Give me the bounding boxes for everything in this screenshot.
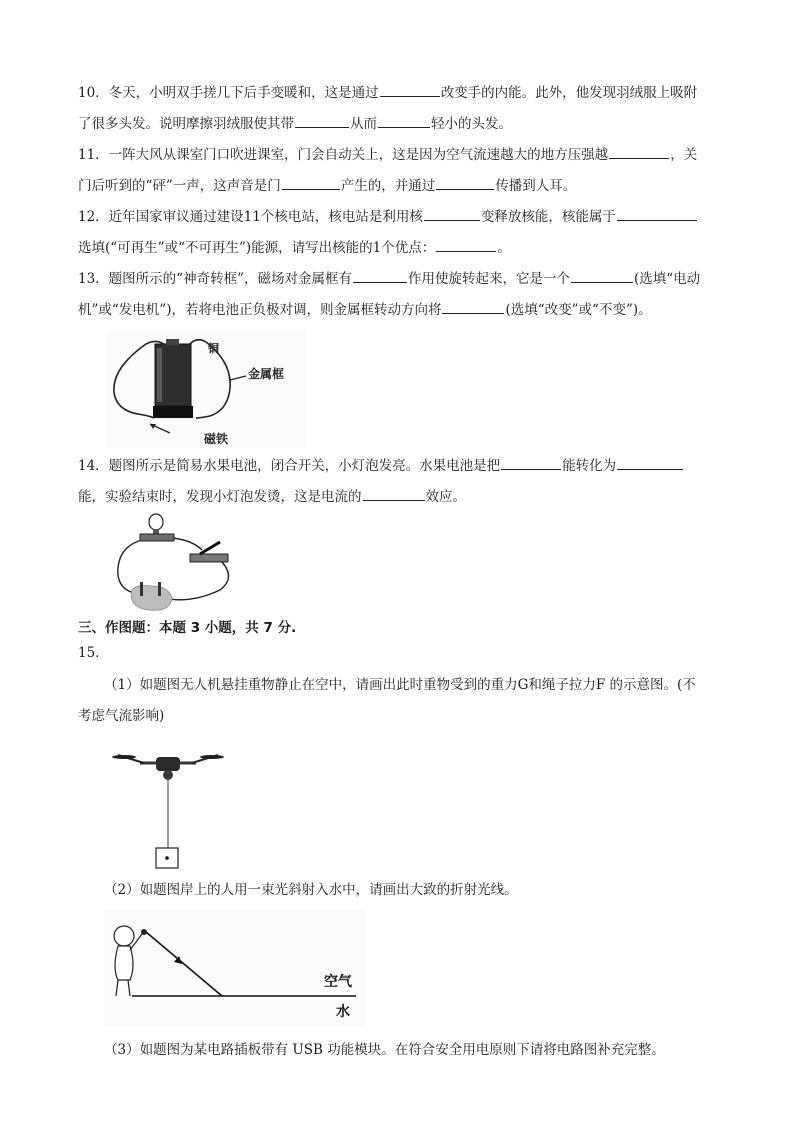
q15-figure-background [104, 910, 366, 1026]
q10-text-b: 改变手的内能。此外，他发现羽绒服上吸附 [440, 85, 698, 101]
q12-text-c: 选填(“可再生”或“不可再生”)能源，请写出核能的1个优点： [78, 240, 436, 256]
q15-figure-light-refraction [104, 910, 366, 1026]
q13-text-e: (选填“改变”或“不变”)。 [505, 302, 652, 318]
q11-text-a: 11．一阵大风从课室门口吹进课室，门会自动关上，这是因为空气流速越大的地方压强越 [78, 147, 609, 163]
q13-blank-1[interactable] [353, 268, 407, 283]
person-head [114, 926, 134, 946]
label-magnet: 磁铁 [204, 432, 229, 446]
propeller-left-icon [112, 755, 136, 759]
q14-text-b: 能转化为 [562, 458, 617, 474]
q13-text-d: 机”或“发电机”)，若将电池正负极对调，则金属框转动方向将 [78, 302, 442, 318]
q10-line1 [78, 82, 697, 103]
q12-blank-2[interactable] [617, 206, 697, 221]
q15-part3-text: （3）如题图为某电路插板带有 USB 功能模块。在符合安全用电原则下请将电路图补充完整。 [104, 1042, 665, 1058]
q14-text-d: 效应。 [425, 489, 466, 505]
q13-blank-2[interactable] [571, 268, 633, 283]
q12-text-a: 12．近年国家审议通过建设11个核电站，核电站是利用核 [78, 209, 423, 225]
q13-figure-background [106, 330, 306, 448]
q11-blank-3[interactable] [436, 175, 494, 190]
q11-line1 [78, 144, 697, 165]
q13-line2 [78, 299, 652, 320]
bulb-icon [149, 514, 163, 530]
wire-right [164, 562, 229, 600]
q15-part2-text: （2）如题图岸上的人用一束光斜射入水中，请画出大致的折射光线。 [104, 882, 518, 898]
q14-figure-fruit-battery [110, 512, 240, 614]
q12-text-d: 。 [497, 240, 511, 256]
q11-text-d: 产生的，并通过 [340, 178, 436, 194]
q10-blank-1[interactable] [380, 82, 440, 97]
person-body [115, 946, 133, 980]
switch-lever [200, 542, 220, 554]
drone-body [156, 757, 180, 771]
q14-blank-1[interactable] [501, 455, 561, 470]
bulb-holder [140, 534, 174, 541]
wire-top [172, 538, 202, 550]
q10-line2 [78, 113, 512, 134]
q12-line1 [78, 206, 698, 227]
q12-text-b: 变释放核能，核能属于 [480, 209, 616, 225]
weight-center-dot [165, 856, 169, 860]
q10-text-c: 了很多头发。说明摩擦羽绒服使其带 [78, 116, 294, 132]
q11-text-e: 传播到人耳。 [495, 178, 577, 194]
q14-text-c: 能，实验结束时，发现小灯泡发烫，这是电流的 [78, 489, 362, 505]
label-air: 空气 [324, 974, 352, 990]
q10-blank-2[interactable] [295, 113, 349, 128]
q14-line1 [78, 455, 684, 476]
q12-blank-3[interactable] [436, 237, 496, 252]
q15-number: 15． [78, 645, 109, 661]
drone-camera [163, 770, 173, 780]
q11-blank-2[interactable] [282, 175, 340, 190]
q15-part1-line2: 考虑气流影响) [78, 708, 165, 724]
fruit-icon [131, 586, 172, 611]
propeller-right-icon [200, 755, 224, 759]
q14-blank-2[interactable] [617, 455, 683, 470]
battery-terminal [166, 339, 179, 345]
q13-line1 [78, 268, 700, 289]
label-water: 水 [336, 1004, 350, 1020]
q12-line2 [78, 237, 511, 258]
q14-blank-3[interactable] [363, 486, 425, 501]
q11-text-b: ，关 [670, 147, 698, 163]
q11-blank-1[interactable] [609, 144, 669, 159]
q14-text-a: 14．题图所示是简易水果电池，闭合开关，小灯泡发亮。水果电池是把 [78, 458, 501, 474]
q11-line2 [78, 175, 576, 196]
q10-text-e: 轻小的头发。 [431, 116, 512, 132]
electrode-2 [158, 582, 161, 596]
label-copper: 铜 [208, 342, 219, 355]
q13-blank-3[interactable] [442, 299, 504, 314]
q12-blank-1[interactable] [424, 206, 480, 221]
label-metal-frame: 金属框 [248, 367, 285, 381]
q15-part1-line1: （1）如题图无人机悬挂重物静止在空中，请画出此时重物受到的重力G和绳子拉力F 的示意图。(不 [104, 677, 696, 693]
switch-base [190, 554, 228, 562]
q10-text-a: 10．冬天，小明双手搓几下后手变暖和，这是通过 [78, 85, 379, 101]
battery-highlight [157, 348, 162, 402]
q13-figure-rotating-frame [106, 330, 306, 448]
magnet-body [153, 406, 193, 418]
section-3-title: 三、作图题：本题 3 小题，共 7 分. [78, 620, 297, 636]
bulb-base [153, 529, 159, 534]
q13-text-a: 13．题图所示的“神奇转框”，磁场对金属框有 [78, 271, 352, 287]
q14-line2 [78, 486, 466, 507]
q11-text-c: 门后听到的“砰”一声，这声音是门 [78, 178, 281, 194]
q13-text-c: (选填“电动 [633, 271, 701, 287]
q13-text-b: 作用使旋转起来，它是一个 [407, 271, 570, 287]
q15-figure-drone [110, 745, 226, 871]
q10-text-d: 从而 [350, 116, 377, 132]
q10-blank-3[interactable] [378, 113, 430, 128]
electrode-1 [140, 582, 143, 596]
